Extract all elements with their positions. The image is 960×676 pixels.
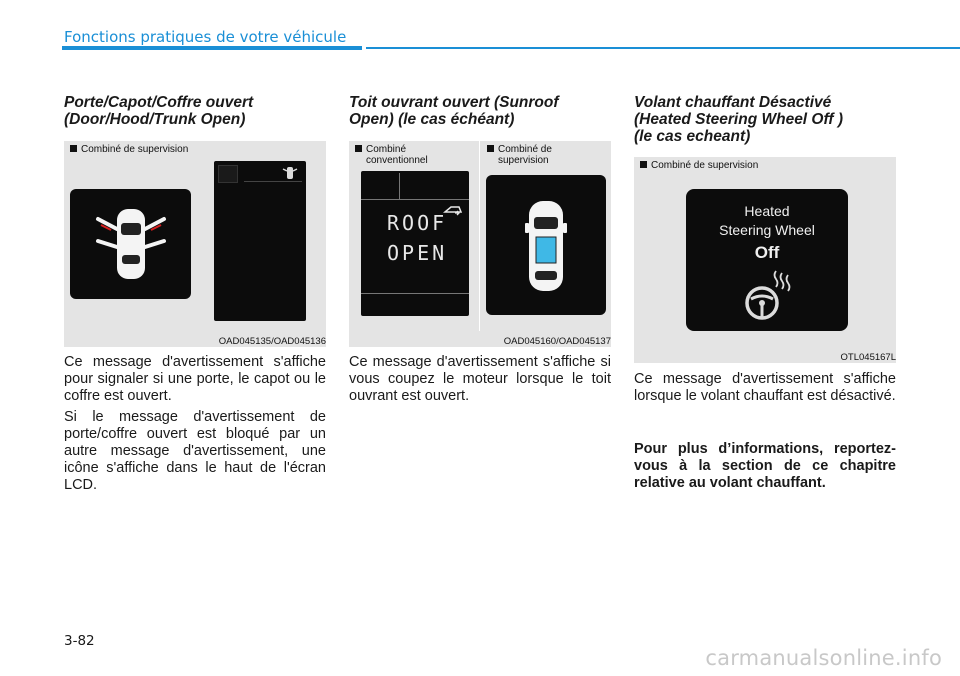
screen-text-off: Off xyxy=(754,243,780,262)
title-line: Open) (le cas échéant) xyxy=(349,111,515,128)
figure-caption-right: Combiné de supervision xyxy=(487,144,552,166)
header-rule-thin xyxy=(366,47,960,49)
title-line: (Heated Steering Wheel Off ) xyxy=(634,111,843,128)
section-heated-wheel-off xyxy=(634,94,896,145)
supervision-display xyxy=(486,175,606,315)
figure-code: OTL045167L xyxy=(840,352,896,363)
title-line: (Door/Hood/Trunk Open) xyxy=(64,111,246,128)
header-rule-thick xyxy=(62,46,362,50)
square-bullet-icon xyxy=(487,145,494,152)
paragraph: Ce message d'avertissement s'affiche lorsque le volant chauffant est désactivé. xyxy=(634,371,896,404)
figure-door-open xyxy=(64,141,326,347)
paragraph: Ce message d'avertissement s'affiche si vous coupez le moteur lorsque le toit ouvrant est ouvert. xyxy=(349,354,611,404)
figure-caption: Combiné de supervision xyxy=(70,144,188,155)
figure-caption: Combiné de supervision xyxy=(640,160,758,171)
lcd-text-roof: ROOF xyxy=(387,211,448,235)
figure-sunroof-open xyxy=(349,141,611,347)
paragraph: Si le message d'avertissement de porte/coffre ouvert est bloqué par un autre message d'avertissement, une icône s'affiche dans le haut de l'écran LCD. xyxy=(64,409,326,493)
section-door-open xyxy=(64,94,326,128)
watermark: carmanualsonline.info xyxy=(705,646,942,670)
title-line: (le cas echeant) xyxy=(634,128,751,145)
section-title xyxy=(634,94,896,145)
section-title xyxy=(349,94,611,128)
lcd-top-divider xyxy=(244,181,302,182)
car-sunroof-open-icon xyxy=(486,175,606,315)
square-bullet-icon xyxy=(640,161,647,168)
conventional-lcd xyxy=(361,171,469,316)
title-line: Porte/Capot/Coffre ouvert xyxy=(64,94,254,111)
figure-heated-wheel-off xyxy=(634,157,896,363)
section-title xyxy=(64,94,326,128)
title-line: Volant chauffant Désactivé xyxy=(634,94,832,111)
heated-steering-wheel-icon xyxy=(742,267,792,323)
heated-wheel-display xyxy=(686,189,848,331)
screen-text-heated: Heated xyxy=(744,203,790,219)
car-doors-open-icon xyxy=(70,189,191,299)
square-bullet-icon xyxy=(70,145,77,152)
lcd-screen xyxy=(214,161,306,321)
section-header-title: Fonctions pratiques de votre véhicule xyxy=(64,28,347,46)
title-line: Toit ouvrant ouvert (Sunroof xyxy=(349,94,559,111)
door-open-display xyxy=(70,189,191,299)
lcd-text-open: OPEN xyxy=(387,241,448,265)
paragraph-note: Pour plus d’informations, reportez-vous à la section de ce chapitre relative au volant chauffant. xyxy=(634,441,896,491)
figure-code: OAD045135/OAD045136 xyxy=(218,336,326,347)
page-number: 3-82 xyxy=(64,633,95,649)
small-door-open-icon xyxy=(282,165,298,181)
figure-code: OAD045160/OAD045137 xyxy=(503,336,611,347)
figure-caption-left: Combiné conventionnel xyxy=(355,144,428,166)
square-bullet-icon xyxy=(355,145,362,152)
section-sunroof-open xyxy=(349,94,611,128)
screen-text-steering-wheel: Steering Wheel xyxy=(719,222,815,238)
paragraph: Ce message d'avertissement s'affiche pour signaler si une porte, le capot ou le coffre est ouvert. xyxy=(64,354,326,404)
figure-divider xyxy=(479,141,480,331)
lcd-top-left-box xyxy=(218,165,238,183)
